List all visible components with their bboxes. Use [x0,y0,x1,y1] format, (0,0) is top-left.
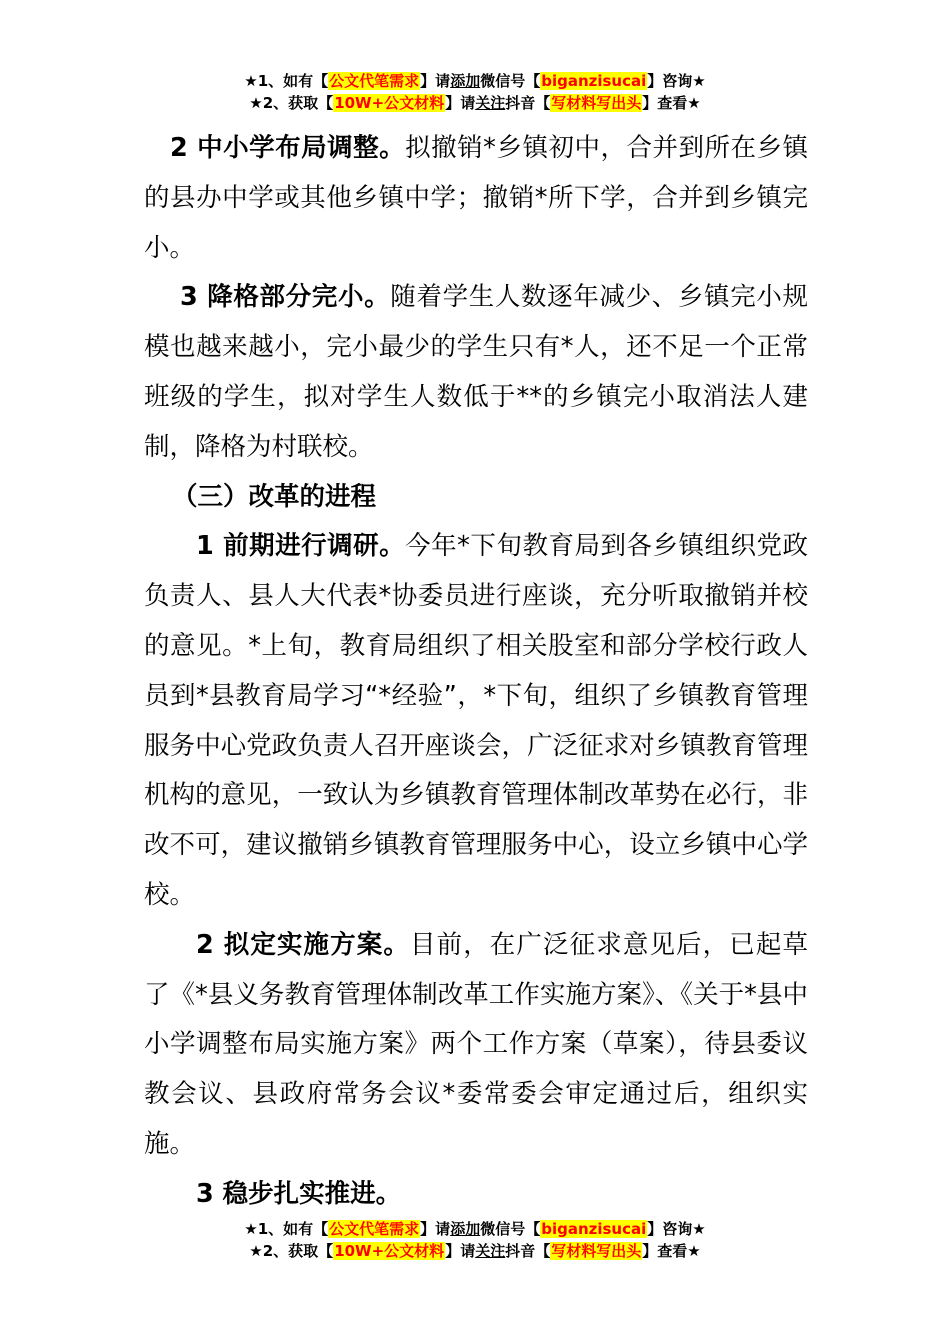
section-heading-text: （三）改革的进程 [172,481,377,512]
banner-text: 微信号【 [480,72,541,90]
paragraph-heading: 3 降格部分完小。 [180,282,391,313]
banner-text: ★2、获取【 [249,1242,334,1260]
banner-underline: 添加 [450,1220,481,1238]
banner-underline: 关注 [475,94,506,112]
banner-text: 微信号【 [480,1220,541,1238]
banner-text: 】请 [445,1242,476,1260]
banner-line-2 [0,1240,950,1262]
banner-text: 抖音【 [505,94,551,112]
paragraph [144,522,808,920]
banner-line-2 [0,92,950,114]
banner-text: 】查看★ [642,94,701,112]
banner-text: 抖音【 [505,1242,551,1260]
banner-highlight: 10W+公文材料 [334,94,445,112]
paragraph-heading: 2 中小学布局调整。 [170,133,406,163]
banner-underline: 关注 [475,1242,506,1260]
banner-text: 】咨询★ [647,1220,706,1238]
banner-text: ★1、如有【 [244,1220,329,1238]
banner-highlight: 公文代笔需求 [329,1220,420,1238]
banner-text: 】查看★ [642,1242,701,1260]
paragraph [144,921,808,1170]
paragraph [144,273,808,472]
banner-text: 】请 [420,72,451,90]
wechat-id: biganzisucai [541,1220,647,1238]
paragraph-text: 拟撤销*乡镇初中，合并到所在乡镇的县办中学或其他乡镇中学；撤销*所下学，合并到乡镇完小。 [144,133,808,263]
banner-text: ★2、获取【 [249,94,334,112]
banner-text: 】请 [445,94,476,112]
douyin-name: 写材料写出头 [551,94,642,112]
paragraph-heading: 3 稳步扎实推进。 [196,1178,402,1209]
paragraph-heading: 1 前期进行调研。 [196,531,406,562]
paragraph-heading: 2 拟定实施方案。 [196,929,410,960]
header-banner [0,70,950,114]
banner-line-1 [0,70,950,92]
paragraph-text: 目前，在广泛征求意见后，已起草了《*县义务教育管理体制改革工作实施方案》、《关于*县中小学调整布局实施方案》两个工作方案（草案），待县委议教会议、县政府常务会议*委常委会审定通过后，组织实施。 [144,929,808,1159]
paragraph [144,1170,808,1220]
douyin-name: 写材料写出头 [551,1242,642,1260]
banner-highlight: 公文代笔需求 [329,72,420,90]
footer-banner [0,1218,950,1262]
paragraph-text: 今年*下旬教育局到各乡镇组织党政负责人、县人大代表*协委员进行座谈，充分听取撤销并校的意见。*上旬，教育局组织了相关股室和部分学校行政人员到*县教育局学习“*经验”，*下旬，组织了乡镇教育管理服务中心党政负责人召开座谈会，广泛征求对乡镇教育管理机构的意见，一致认为乡镇教育管理体制改革势在必行，非改不可，建议撤销乡镇教育管理服务中心，设立乡镇中心学校。 [144,531,808,910]
banner-underline: 添加 [450,72,481,90]
banner-highlight: 10W+公文材料 [334,1242,445,1260]
wechat-id: biganzisucai [541,72,647,90]
banner-text: 】咨询★ [647,72,706,90]
paragraph [144,124,808,273]
document-body [144,124,808,1220]
banner-line-1 [0,1218,950,1240]
banner-text: 】请 [420,1220,451,1238]
section-heading [144,473,808,523]
banner-text: ★1、如有【 [244,72,329,90]
paragraph-text: 随着学生人数逐年减少、乡镇完小规模也越来越小，完小最少的学生只有*人，还不足一个正常班级的学生，拟对学生人数低于**的乡镇完小取消法人建制，降格为村联校。 [144,282,808,462]
